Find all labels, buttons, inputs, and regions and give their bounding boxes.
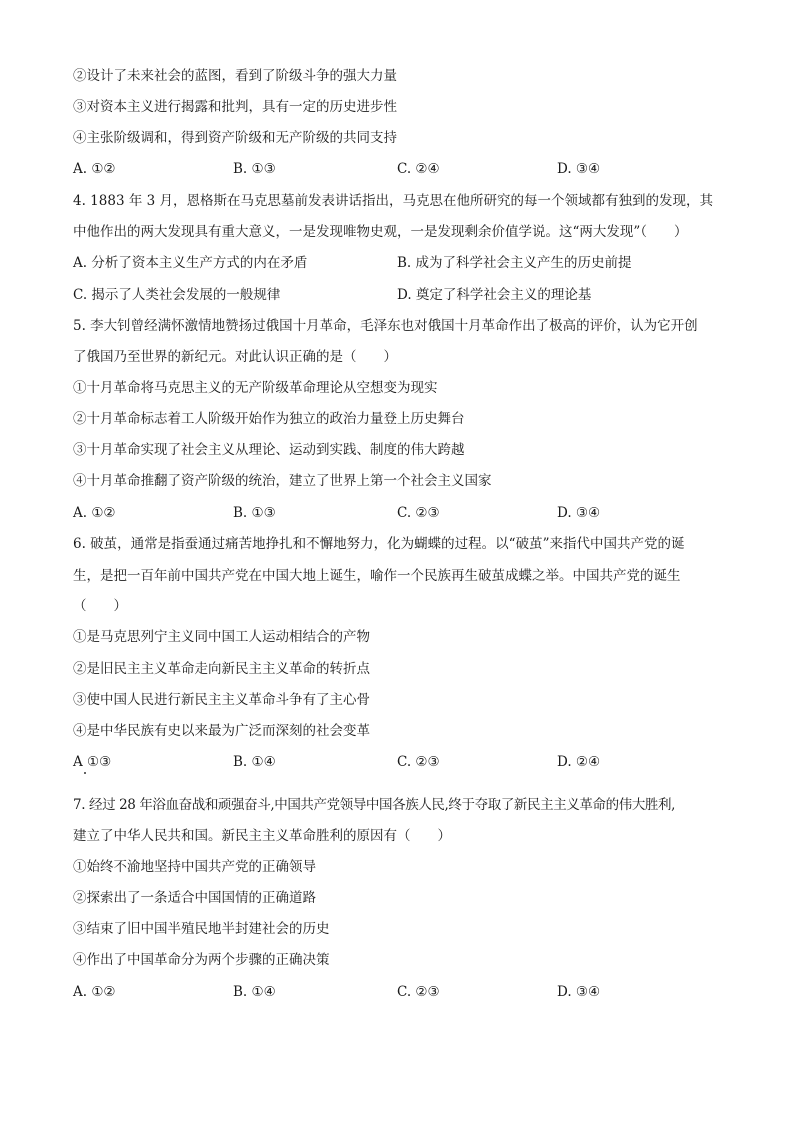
q4-option-a: A. 分析了资本主义生产方式的内在矛盾: [73, 255, 308, 271]
q6-statement-4: ④是中华民族有史以来最为广泛而深刻的社会变革: [73, 723, 370, 739]
q5-statement-1: ①十月革命将马克思主义的无产阶级革命理论从空想变为现实: [73, 380, 438, 396]
q3-statement-3: ③对资本主义进行揭露和批判，具有一定的历史进步性: [73, 99, 397, 115]
q7-statement-1: ①始终不渝地坚持中国共产党的正确领导: [73, 859, 316, 875]
q6-statement-3: ③使中国人民进行新民主主义革命斗争有了主心骨: [73, 692, 370, 708]
q6-option-c: C. ②③: [397, 754, 440, 770]
q7-option-d: D. ③④: [557, 984, 601, 1000]
q5-statement-3: ③十月革命实现了社会主义从理论、运动到实践、制度的伟大跨越: [73, 442, 465, 458]
q5-stem-line-1: 5. 李大钊曾经满怀激情地赞扬过俄国十月革命，毛泽东也对俄国十月革命作出了极高的评价，认为它开创: [73, 318, 698, 334]
q7-option-a: A. ①②: [73, 984, 116, 1000]
q6-option-d: D. ②④: [557, 754, 601, 770]
q6-stem-line-1: 6. 破茧，通常是指蚕通过痛苦地挣扎和不懈地努力，化为蝴蝶的过程。以“破茧”来指代中国共产党的诞: [73, 536, 685, 552]
q4-stem-line-2: 中他作出的两大发现具有重大意义，一是发现唯物史观，一是发现剩余价值学说。这“两大发现”（ ）: [73, 224, 688, 240]
q7-option-b: B. ①④: [233, 984, 276, 1000]
q5-option-c: C. ②③: [397, 505, 440, 521]
q6-statement-1: ①是马克思列宁主义同中国工人运动相结合的产物: [73, 629, 370, 645]
q3-statement-2: ②设计了未来社会的蓝图，看到了阶级斗争的强大力量: [73, 68, 397, 84]
q3-option-d: D. ③④: [557, 161, 601, 177]
q3-option-b: B. ①③: [233, 161, 276, 177]
q6-option-b: B. ①④: [233, 754, 276, 770]
q5-statement-4: ④十月革命推翻了资产阶级的统治，建立了世界上第一个社会主义国家: [73, 473, 492, 489]
q5-statement-2: ②十月革命标志着工人阶级开始作为独立的政治力量登上历史舞台: [73, 411, 465, 427]
q3-statement-4: ④主张阶级调和，得到资产阶级和无产阶级的共同支持: [73, 130, 397, 146]
q6-statement-2: ②是旧民主主义革命走向新民主主义革命的转折点: [73, 661, 370, 677]
q7-statement-3: ③结束了旧中国半殖民地半封建社会的历史: [73, 921, 330, 937]
q4-stem-line-1: 4. 1883 年 3 月，恩格斯在马克思墓前发表讲话指出，马克思在他所研究的每一个领域都有独到的发现，其: [73, 193, 713, 209]
q6-stem-line-2: 生，是把一百年前中国共产党在中国大地上诞生，喻作一个民族再生破茧成蝶之举。中国共产党的诞生: [73, 568, 681, 584]
q6-option-a: A ①③: [73, 754, 112, 770]
q5-option-d: D. ③④: [557, 505, 601, 521]
q5-option-a: A. ①②: [73, 505, 116, 521]
q7-statement-4: ④作出了中国革命分为两个步骤的正确决策: [73, 952, 330, 968]
q6-stem-line-3: （ ）: [73, 598, 127, 614]
q4-option-d: D. 奠定了科学社会主义的理论基: [397, 287, 592, 303]
stray-dot: [84, 772, 86, 774]
q3-option-c: C. ②④: [397, 161, 440, 177]
q5-option-b: B. ①③: [233, 505, 276, 521]
q7-stem-line-1: 7. 经过 28 年浴血奋战和顽强奋斗,中国共产党领导中国各族人民,终于夺取了新民主主义革命的伟大胜利,: [73, 797, 676, 813]
q7-option-c: C. ②③: [397, 984, 440, 1000]
q4-option-c: C. 揭示了人类社会发展的一般规律: [73, 287, 281, 303]
q5-stem-line-2: 了俄国乃至世界的新纪元。对此认识正确的是（ ）: [73, 349, 397, 365]
q7-stem-line-2: 建立了中华人民共和国。新民主主义革命胜利的原因有（ ）: [73, 828, 451, 844]
q3-option-a: A. ①②: [73, 161, 116, 177]
q4-option-b: B. 成为了科学社会主义产生的历史前提: [397, 255, 632, 271]
q7-statement-2: ②探索出了一条适合中国国情的正确道路: [73, 890, 316, 906]
